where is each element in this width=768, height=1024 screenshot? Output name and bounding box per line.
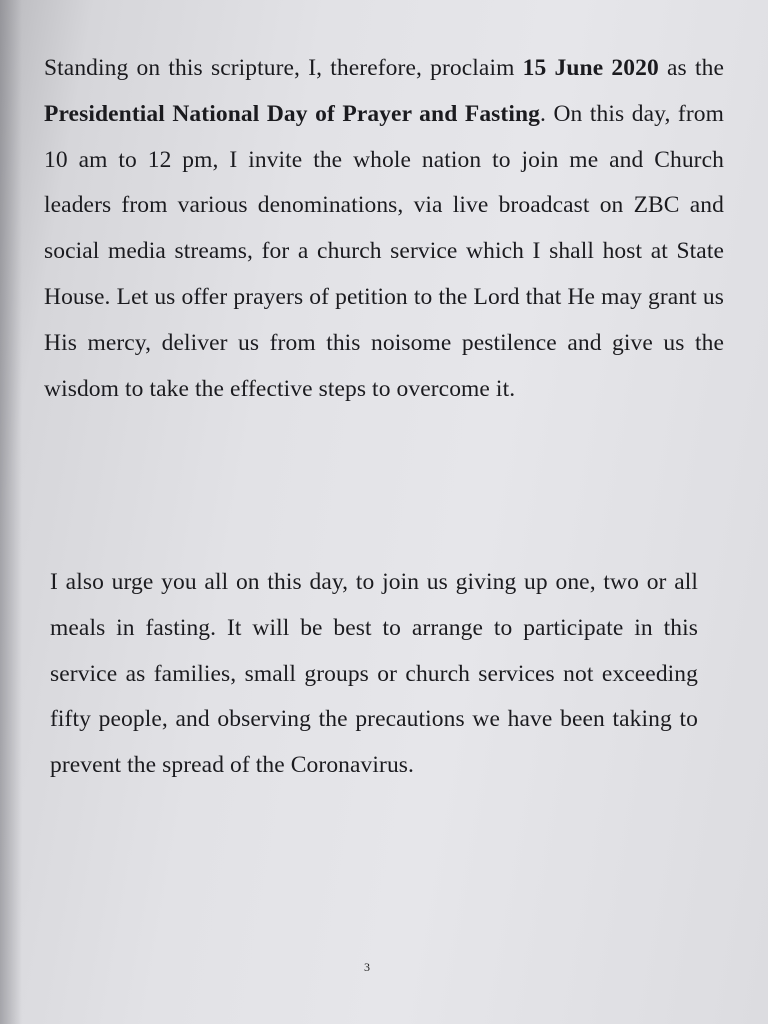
proclamation-event-name: Presidential National Day of Prayer and Fasting bbox=[44, 100, 540, 127]
proclamation-date: 15 June 2020 bbox=[522, 55, 659, 81]
proclamation-text-part1: Standing on this scripture, I, therefore, proclaim bbox=[44, 55, 523, 81]
paragraph-proclamation bbox=[44, 46, 724, 412]
page-number: 3 bbox=[364, 960, 370, 974]
page-edge-shadow bbox=[0, 0, 22, 1024]
paragraph-fasting-guidance: I also urge you all on this day, to join us giving up one, two or all meals in fasting. It will be best to arrange to participate in this service as families, small groups or church services not exceeding fifty people, and observing the precautions we have been taking to prevent the spread of the Coronavirus. bbox=[50, 569, 698, 779]
proclamation-text-part3: . On this day, from 10 am to 12 pm, I invite the whole nation to join me and Church leaders from various denominations, via live broadcast on ZBC and social media streams, for a church service which I shall host at State House. Let us offer prayers of petition to the Lord that He may grant us His mercy, deliver us from this noisome pestilence and give us the wisdom to take the effective steps to overcome it. bbox=[44, 100, 724, 402]
proclamation-text-part2: as the bbox=[658, 55, 724, 81]
